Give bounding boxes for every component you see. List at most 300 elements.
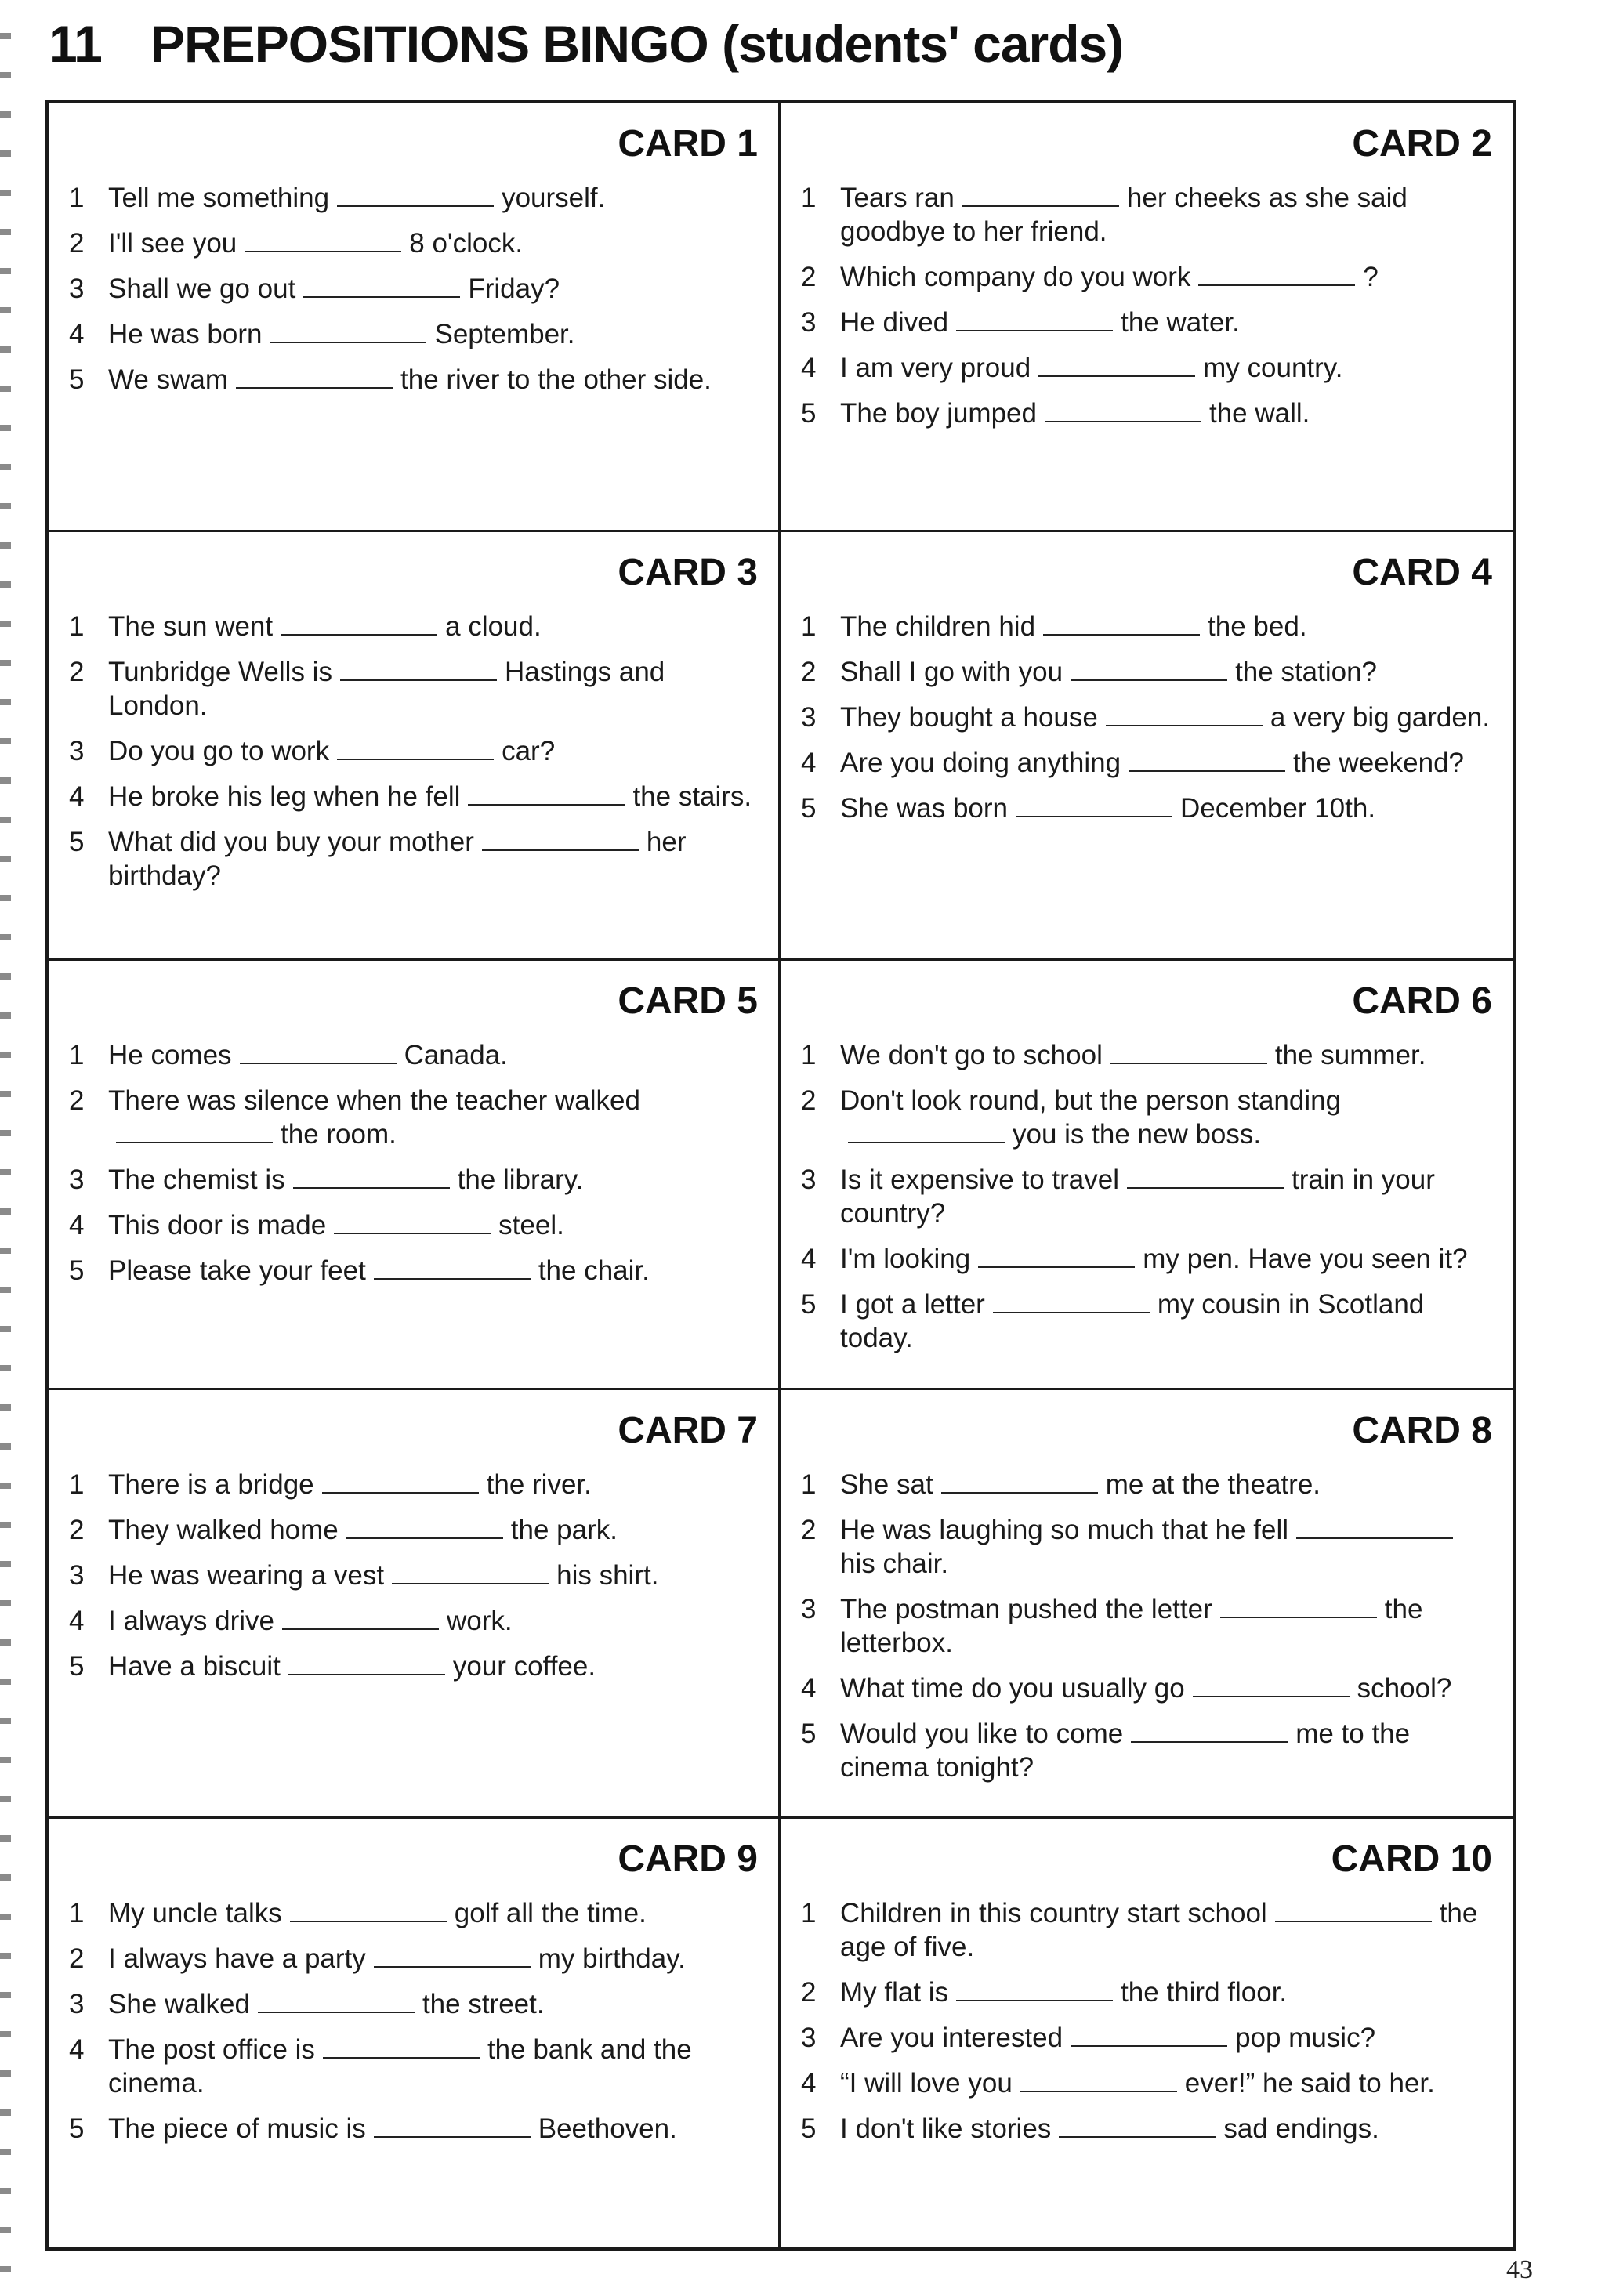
question-number: 3 [801,1593,817,1624]
question-list [69,1468,758,1683]
question-item [801,791,1492,825]
question-list [801,1038,1492,1355]
question-number: 2 [801,1514,817,1545]
answer-blank [323,2033,480,2059]
question-text-before: Please take your feet [108,1255,366,1287]
question-text [840,1976,1492,2009]
question-number: 3 [801,2022,817,2053]
question-item [801,397,1492,430]
question-text [108,317,758,351]
question-text [840,397,1492,430]
question-text [108,1942,758,1976]
bingo-card [49,1819,781,2247]
question-text [108,2033,758,2100]
question-text [108,1896,758,1930]
question-text [108,1208,758,1242]
question-text [840,1242,1492,1276]
question-text-after: Friday? [468,273,560,304]
question-text-before: I am very proud [840,353,1031,383]
answer-blank [281,610,437,636]
question-number: 5 [69,1650,85,1682]
question-text-before: Have a biscuit [108,1650,281,1682]
card-title: CARD 5 [618,980,758,1023]
answer-blank [1129,747,1285,772]
question-text [108,1987,758,2021]
answer-blank [1127,1164,1284,1189]
question-item [801,1084,1492,1151]
question-item [69,1468,758,1501]
card-title: CARD 2 [1352,123,1492,165]
question-text [108,1163,758,1197]
question-text [840,260,1492,294]
answer-blank [374,1943,531,1968]
question-number: 3 [801,702,817,733]
question-text-before: The piece of music is [108,2113,366,2144]
question-text-before: He was born [108,319,263,349]
question-text-after: train in your country? [840,1164,1435,1229]
question-item [801,701,1492,734]
answer-blank [392,1559,549,1584]
question-item [801,351,1492,385]
question-text-after: the river. [486,1468,592,1500]
answer-blank [303,273,460,298]
question-text-after: pop music? [1235,2022,1376,2053]
question-number: 4 [69,781,85,813]
question-number: 3 [69,736,85,767]
question-text-before: The children hid [840,611,1036,643]
question-number: 1 [69,1040,85,1071]
question-text-after: the age of five. [840,1897,1478,1962]
answer-blank [1071,2022,1227,2047]
question-list [69,1896,758,2146]
question-text-before: Tell me something [108,183,330,213]
question-item [69,1896,758,1930]
question-text [108,610,758,643]
question-text-after: my pen. Have you seen it? [1143,1244,1468,1275]
answer-blank [1193,1672,1350,1697]
answer-blank [1106,701,1263,726]
answer-blank [1043,610,1200,636]
question-text-before: She walked [108,1988,250,2019]
question-text-after: his shirt. [556,1559,659,1591]
question-item [801,260,1492,294]
question-number: 4 [801,1244,817,1275]
question-number: 4 [801,748,817,779]
answer-blank [346,1514,503,1539]
question-item [801,610,1492,643]
answer-blank [240,1039,397,1064]
question-number: 5 [801,1718,817,1749]
question-text-after: the street. [422,1988,545,2019]
question-text [840,2066,1492,2100]
question-list [69,610,758,893]
question-text-before: Is it expensive to travel [840,1164,1119,1196]
question-text [108,1084,758,1151]
question-text-before: We don't go to school [840,1040,1103,1071]
question-list [69,1038,758,1287]
answer-blank [293,1164,450,1189]
question-text-after: the library. [457,1164,584,1196]
unit-number: 11 [49,15,102,73]
question-number: 2 [69,1085,85,1117]
question-text-before: Shall I go with you [840,657,1063,688]
question-text [840,791,1492,825]
question-text [108,1559,758,1592]
bingo-card [781,1390,1513,1819]
question-text-before: We swam [108,364,228,395]
question-text [840,2112,1492,2146]
question-text-before: The chemist is [108,1164,285,1196]
question-text-before: He comes [108,1040,232,1071]
question-number: 3 [801,307,817,338]
question-item [69,1987,758,2021]
question-number: 2 [801,1976,817,2008]
answer-blank [374,1255,531,1280]
answer-blank [1275,1897,1432,1922]
bingo-card [49,1390,781,1819]
question-text [108,1254,758,1287]
answer-blank [322,1468,479,1494]
question-number: 3 [69,273,85,304]
question-text-before: The postman pushed the letter [840,1593,1212,1624]
question-text [840,181,1492,248]
answer-blank [337,735,494,760]
question-text [840,1038,1492,1072]
question-number: 1 [69,183,85,213]
question-text-before: Are you doing anything [840,748,1121,779]
question-text [108,1513,758,1547]
question-item [69,181,758,215]
question-number: 2 [801,1085,817,1117]
question-number: 4 [69,319,85,349]
question-number: 4 [69,2033,85,2065]
question-text-after: the bed. [1208,611,1307,643]
question-text-before: What did you buy your mother [108,827,474,858]
question-text-before: My flat is [840,1976,949,2008]
question-text-after: the third floor. [1121,1976,1288,2008]
question-number: 4 [801,353,817,383]
page-number: 43 [1506,2255,1533,2284]
question-text-before: They walked home [108,1514,339,1545]
scan-binding-edge [0,0,11,2296]
question-item [69,1038,758,1072]
question-text [840,1671,1492,1705]
page-title [49,14,1123,74]
answer-blank [290,1897,447,1922]
question-list [801,610,1492,825]
question-item [69,2033,758,2100]
question-item [69,610,758,643]
question-text [840,1896,1492,1964]
question-text-after: sad endings. [1223,2113,1379,2144]
question-text [108,734,758,768]
question-text-after: Canada. [404,1040,508,1071]
question-item [69,1163,758,1197]
question-text [108,1468,758,1501]
question-text-after: golf all the time. [454,1897,647,1928]
question-number: 5 [69,827,85,858]
question-text-before: Tears ran [840,183,955,213]
question-list [69,181,758,397]
question-text-before: They bought a house [840,702,1098,733]
card-title: CARD 9 [618,1838,758,1880]
question-text [108,1604,758,1638]
question-item [69,1942,758,1976]
answer-blank [1020,2067,1177,2092]
question-text [840,1592,1492,1660]
answer-blank [1198,261,1355,286]
question-text-before: Are you interested [840,2022,1063,2053]
question-number: 2 [801,262,817,292]
question-text-after: ever!” he said to her. [1184,2067,1435,2099]
question-text-before: He was laughing so much that he fell [840,1514,1288,1545]
question-text-after: work. [447,1605,513,1636]
question-text-before: The sun went [108,611,274,643]
question-text [108,181,758,215]
answer-blank [848,1118,1005,1143]
question-item [69,363,758,397]
question-text [108,363,758,397]
question-text-after: car? [502,736,556,767]
question-item [801,1671,1492,1705]
answer-blank [1038,352,1195,377]
question-text [840,2021,1492,2055]
question-text [108,655,758,722]
answer-blank [116,1118,273,1143]
question-number: 4 [801,2067,817,2099]
answer-blank [956,1976,1113,2001]
question-item [801,306,1492,339]
question-text [840,1468,1492,1501]
question-text-after: my birthday. [538,1943,686,1974]
question-number: 2 [69,1943,85,1974]
answer-blank [1296,1514,1453,1539]
question-text-before: Shall we go out [108,273,296,304]
answer-blank [1059,2113,1216,2138]
answer-blank [1110,1039,1267,1064]
question-text-after: 8 o'clock. [409,228,524,259]
question-item [69,734,758,768]
question-text [840,1717,1492,1784]
question-text [840,1513,1492,1581]
question-item [69,1650,758,1683]
card-title: CARD 8 [1352,1409,1492,1451]
question-item [69,272,758,306]
answer-blank [270,318,426,343]
question-item [801,181,1492,248]
question-text-before: He dived [840,307,949,338]
answer-blank [1131,1718,1288,1743]
question-text-before: “I will love you [840,2067,1013,2099]
question-text-before: Which company do you work [840,262,1191,292]
question-text [840,1084,1492,1151]
question-text [840,701,1492,734]
question-text-before: There is a bridge [108,1468,314,1500]
question-text [108,780,758,813]
question-item [69,226,758,260]
answer-blank [482,826,639,851]
question-text-before: My uncle talks [108,1897,282,1928]
answer-blank [334,1209,491,1234]
answer-blank [288,1650,445,1675]
question-number: 2 [69,228,85,259]
question-number: 4 [69,1210,85,1241]
question-number: 2 [69,1514,85,1545]
question-text [108,1650,758,1683]
question-number: 3 [801,1164,817,1196]
question-item [69,1254,758,1287]
question-text-before: There was silence when the teacher walked [108,1085,640,1117]
question-item [69,655,758,722]
question-item [801,746,1492,780]
question-text-after: steel. [498,1210,564,1241]
question-text-before: Children in this country start school [840,1897,1267,1928]
answer-blank [993,1288,1150,1313]
question-text-after: ? [1363,262,1379,292]
answer-blank [468,780,625,806]
question-text-after: the river to the other side. [400,364,712,395]
question-list [801,1896,1492,2146]
question-text-after: your coffee. [452,1650,596,1682]
question-text-after: the room. [281,1119,397,1150]
question-item [801,1287,1492,1355]
question-text-before: He was wearing a vest [108,1559,385,1591]
question-text-after: the summer. [1274,1040,1426,1071]
answer-blank [978,1243,1135,1268]
bingo-card [781,532,1513,961]
question-item [801,1163,1492,1230]
question-text [840,306,1492,339]
question-number: 2 [69,657,85,688]
question-text-after: Hastings and London. [108,657,665,722]
card-title: CARD 7 [618,1409,758,1451]
question-number: 3 [69,1559,85,1591]
question-text [108,1038,758,1072]
question-text-after: the stairs. [632,781,752,813]
question-number: 1 [69,611,85,643]
question-text-after: September. [434,319,575,349]
question-text [108,272,758,306]
question-number: 1 [69,1897,85,1928]
question-item [801,1896,1492,1964]
question-text [840,1287,1492,1355]
worksheet-title: PREPOSITIONS BINGO (students' cards) [150,15,1124,73]
answer-blank [337,182,494,207]
question-text [108,226,758,260]
question-text-after: the water. [1121,307,1240,338]
question-text-before: Don't look round, but the person standing [840,1085,1342,1117]
bingo-card [781,1819,1513,2247]
question-number: 1 [801,1468,817,1500]
answer-blank [956,306,1113,331]
question-item [69,317,758,351]
question-number: 2 [801,657,817,688]
answer-blank [1071,656,1227,681]
question-number: 1 [801,1040,817,1071]
answer-blank [1016,792,1172,817]
question-number: 5 [801,398,817,429]
question-number: 4 [69,1605,85,1636]
question-text-after: his chair. [840,1548,949,1579]
question-number: 5 [801,2113,817,2144]
question-text-before: He broke his leg when he fell [108,781,461,813]
question-text-after: her cheeks as she said goodbye to her friend. [840,183,1408,247]
question-text-after: the bank and the cinema. [108,2033,692,2099]
answer-blank [282,1605,439,1630]
question-item [69,2112,758,2146]
question-item [69,1513,758,1547]
question-item [801,2066,1492,2100]
question-text [108,825,758,893]
question-number: 5 [801,793,817,824]
question-text-after: yourself. [502,183,606,213]
question-text-after: the weekend? [1293,748,1464,779]
bingo-card [49,961,781,1389]
question-text-after: the chair. [538,1255,650,1287]
question-text-after: my country. [1203,353,1343,383]
question-number: 3 [69,1988,85,2019]
question-text [108,2112,758,2146]
question-number: 1 [801,1897,817,1928]
question-number: 5 [69,1255,85,1287]
question-text-after: Beethoven. [538,2113,677,2144]
question-item [801,1242,1492,1276]
question-number: 1 [801,611,817,643]
question-text-before: This door is made [108,1210,327,1241]
question-text-before: I don't like stories [840,2113,1052,2144]
question-text-after: me at the theatre. [1105,1468,1321,1500]
card-title: CARD 10 [1331,1838,1492,1880]
question-text-after: you is the new boss. [1013,1119,1262,1150]
question-text-after: the station? [1235,657,1378,688]
question-text-before: I'll see you [108,228,237,259]
question-item [801,655,1492,689]
question-number: 5 [69,2113,85,2144]
question-text-before: I always drive [108,1605,275,1636]
question-text [840,655,1492,689]
card-title: CARD 1 [618,123,758,165]
question-item [69,1084,758,1151]
card-title: CARD 6 [1352,980,1492,1023]
question-text-before: I always have a party [108,1943,366,1974]
question-text [840,610,1492,643]
question-item [69,1604,758,1638]
answer-blank [962,182,1119,207]
question-item [801,1976,1492,2009]
question-text-before: The post office is [108,2033,315,2065]
question-item [801,2021,1492,2055]
question-item [801,1513,1492,1581]
question-text-before: She was born [840,793,1009,824]
bingo-card [781,961,1513,1389]
question-number: 3 [69,1164,85,1196]
answer-blank [340,656,497,681]
answer-blank [374,2113,531,2138]
question-number: 5 [801,1289,817,1320]
question-item [69,1208,758,1242]
answer-blank [245,227,401,252]
question-text [840,351,1492,385]
question-item [801,1717,1492,1784]
question-number: 4 [801,1672,817,1704]
question-text-after: December 10th. [1180,793,1376,824]
bingo-card [49,103,781,532]
question-text-after: a very big garden. [1270,702,1491,733]
question-text [840,1163,1492,1230]
question-item [69,825,758,893]
question-text-after: a cloud. [445,611,542,643]
question-text-before: I'm looking [840,1244,971,1275]
